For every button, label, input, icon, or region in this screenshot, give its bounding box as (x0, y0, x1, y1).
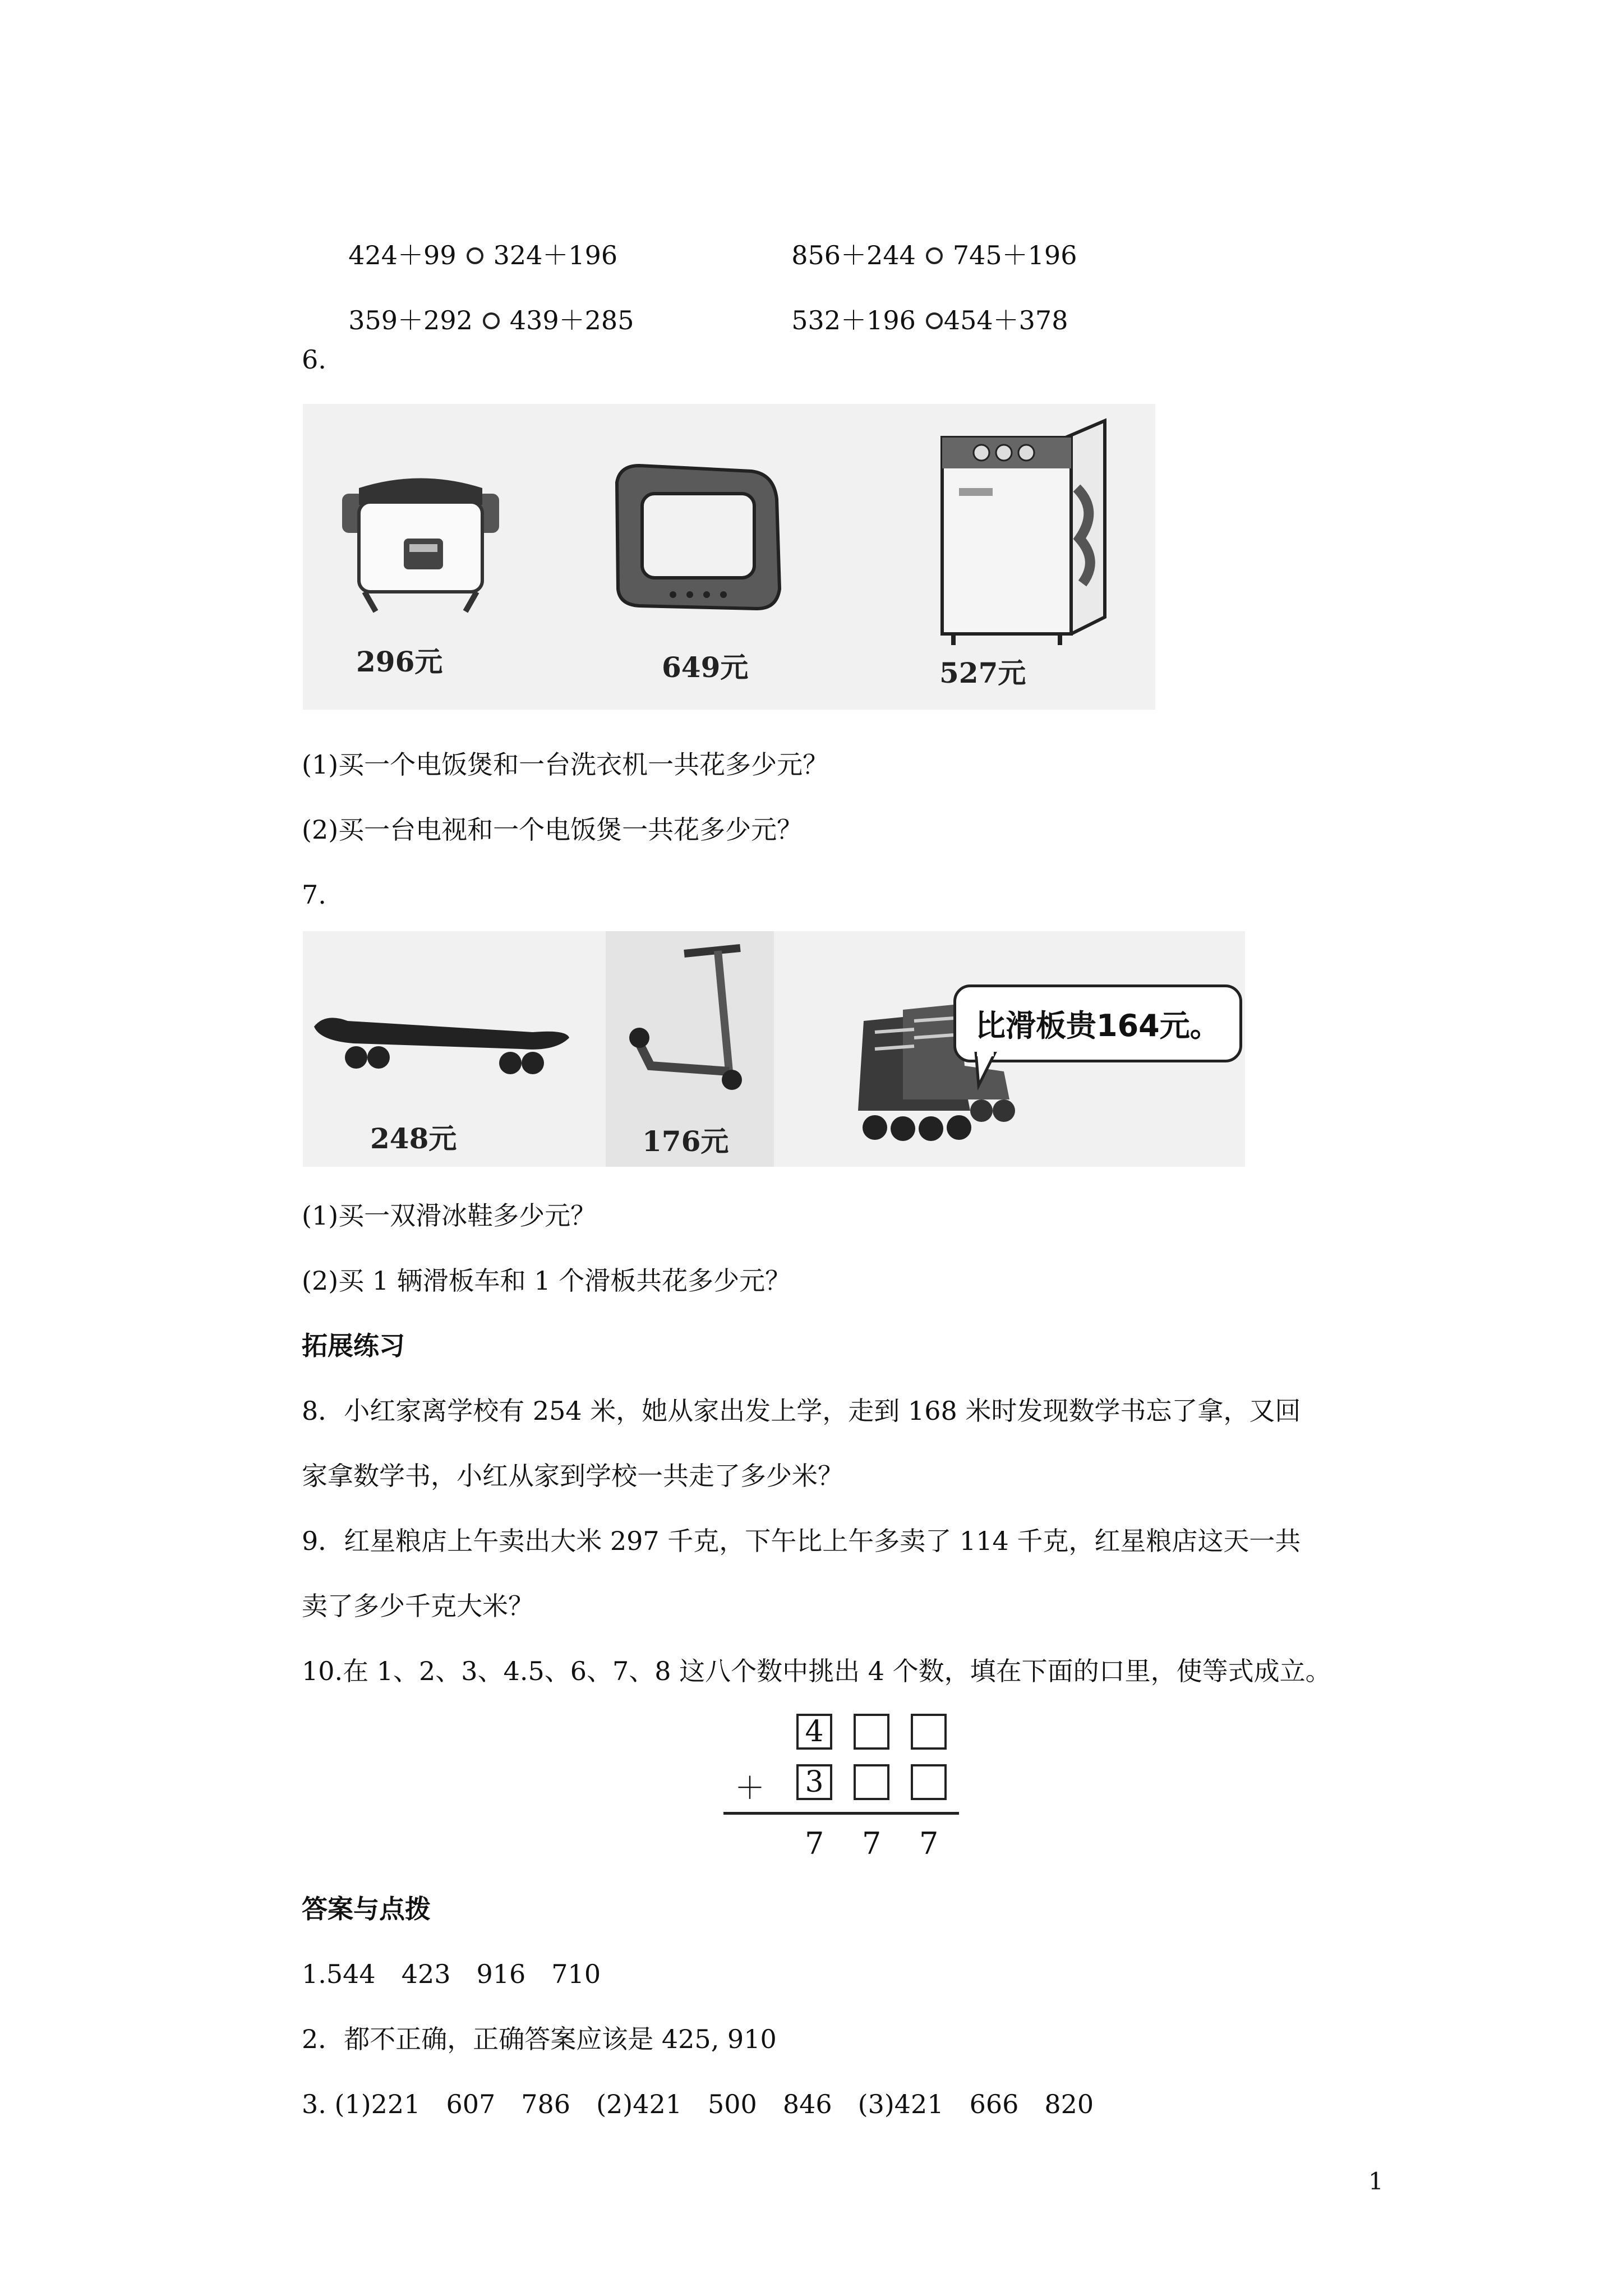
question-7-number: 7. (302, 880, 326, 910)
digit-box-empty[interactable] (911, 1764, 947, 1800)
compare-circle[interactable] (926, 247, 943, 264)
expr: 745＋196 (952, 240, 1077, 270)
scooter-icon (617, 937, 763, 1105)
expr: 856＋244 (791, 240, 916, 270)
price-speech-bubble: 比滑板贵164元。 (953, 984, 1242, 1062)
expr: 424＋99 (348, 240, 457, 270)
result-digit: 7 (919, 1826, 939, 1861)
television-icon (606, 460, 791, 617)
question-6-sub-2: (2)买一台电视和一个电饭煲一共花多少元？ (302, 815, 803, 845)
expr: 454＋378 (943, 305, 1068, 335)
answer-2: 2．都不正确，正确答案应该是 425, 910 (302, 2024, 777, 2054)
compare-circle[interactable] (467, 247, 483, 264)
compare-row-2-left (332, 282, 634, 333)
question-7-sub-2: (2)买 1 辆滑板车和 1 个滑板共花多少元？ (302, 1266, 791, 1296)
section-heading-extension: 拓展练习 (302, 1331, 405, 1361)
price-label: 248元 (370, 1122, 457, 1155)
sports-image-panel (303, 931, 1245, 1167)
compare-row-2-right (775, 282, 1068, 333)
section-heading-answers: 答案与点拨 (302, 1894, 431, 1924)
question-7-sub-1: (1)买一双滑冰鞋多少元？ (302, 1200, 597, 1231)
appliance-image-panel (303, 404, 1155, 710)
washing-machine-icon (920, 415, 1122, 651)
skateboard-icon (308, 1004, 572, 1077)
price-label: 176元 (642, 1125, 729, 1158)
compare-row-1-right (775, 217, 1077, 268)
price-label: 296元 (356, 645, 443, 678)
sum-line (723, 1812, 959, 1815)
question-6-number: 6. (302, 344, 326, 375)
compare-circle[interactable] (483, 312, 500, 329)
digit-box-filled: 4 (796, 1714, 832, 1750)
answer-3: 3. (1)221 607 786 (2)421 500 846 (3)421 666 820 (302, 2089, 1094, 2119)
digit-box-empty[interactable] (911, 1714, 947, 1750)
price-label: 649元 (662, 651, 749, 684)
price-label: 527元 (939, 656, 1026, 689)
digit-box-filled: 3 (796, 1764, 832, 1800)
question-6-sub-1: (1)买一个电饭煲和一台洗衣机一共花多少元？ (302, 749, 829, 780)
addition-puzzle (723, 1708, 970, 1876)
answer-1: 1.544 423 916 710 (302, 1959, 601, 1989)
question-8-line-1: 8．小红家离学校有 254 米，她从家出发上学，走到 168 米时发现数学书忘了拿，又回 (302, 1396, 1301, 1426)
question-9-line-1: 9．红星粮店上午卖出大米 297 千克，下午比上午多卖了 114 千克，红星粮店这天一共 (302, 1526, 1301, 1556)
rice-cooker-icon (336, 471, 505, 617)
result-digit: 7 (862, 1826, 882, 1861)
expr: 359＋292 (348, 305, 473, 335)
compare-circle[interactable] (926, 312, 943, 329)
question-9-line-2: 卖了多少千克大米？ (302, 1591, 534, 1621)
question-8-line-2: 家拿数学书，小红从家到学校一共走了多少米？ (302, 1461, 843, 1491)
expr: 324＋196 (493, 240, 618, 270)
speech-bubble-tail (973, 1052, 1007, 1091)
compare-row-1-left (332, 217, 617, 268)
page-number: 1 (1368, 2168, 1384, 2195)
result-digit: 7 (805, 1826, 824, 1861)
question-10: 10.在 1、2、3、4.5、6、7、8 这八个数中挑出 4 个数，填在下面的口里，使等式成立。 (302, 1656, 1331, 1686)
expr: 439＋285 (509, 305, 634, 335)
digit-box-empty[interactable] (854, 1764, 889, 1800)
expr: 532＋196 (791, 305, 916, 335)
digit-box-empty[interactable] (854, 1714, 889, 1750)
plus-sign: ＋ (735, 1770, 765, 1806)
